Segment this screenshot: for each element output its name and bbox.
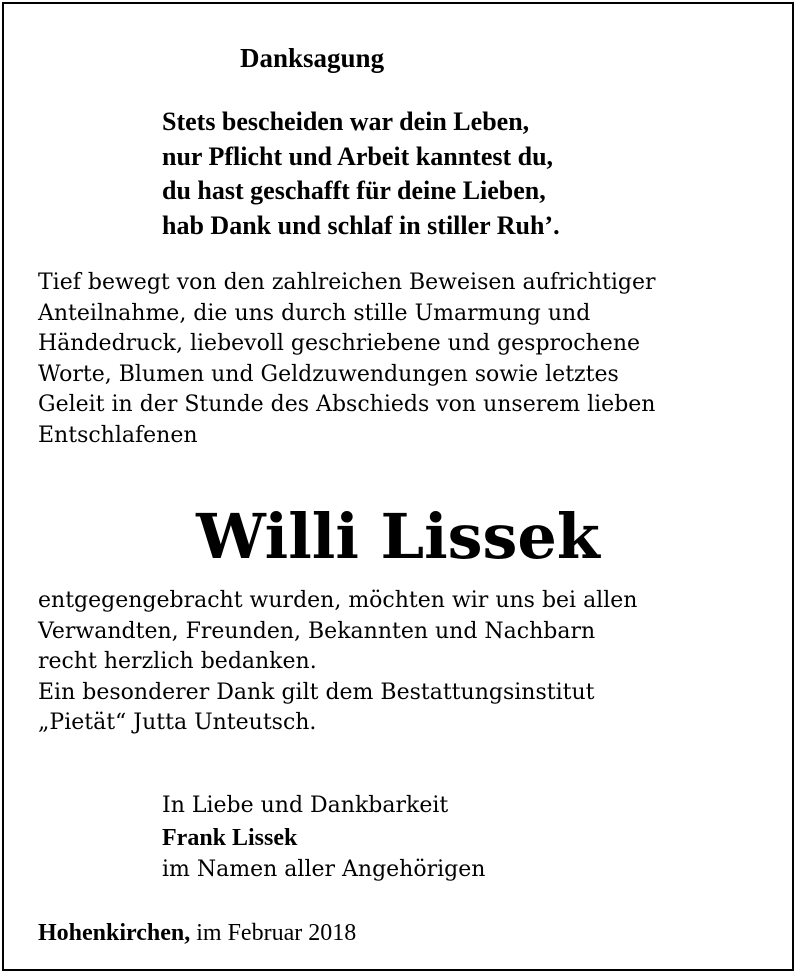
signature-block bbox=[162, 790, 485, 886]
paragraph-line: recht herzlich bedanken. bbox=[38, 649, 317, 674]
poem-line: Stets bescheiden war dein Leben, bbox=[162, 107, 530, 136]
signature-closing: In Liebe und Dankbarkeit bbox=[162, 793, 449, 818]
place-date-line bbox=[38, 917, 356, 951]
paragraph-line: Tief bewegt von den zahlreichen Beweisen aufrichtiger bbox=[38, 270, 656, 295]
thanks-paragraph bbox=[38, 586, 637, 739]
date: im Februar 2018 bbox=[190, 920, 357, 946]
paragraph-line: „Pietät“ Jutta Unteutsch. bbox=[38, 710, 317, 735]
poem-line: nur Pflicht und Arbeit kanntest du, bbox=[162, 141, 554, 171]
notice-heading: Danksagung bbox=[240, 43, 385, 73]
paragraph-line: Händedruck, liebevoll geschriebene und gesprochene bbox=[38, 331, 641, 356]
obituary-notice bbox=[2, 2, 794, 971]
paragraph-line: Entschlafenen bbox=[38, 422, 198, 448]
signature-name: Frank Lissek bbox=[162, 825, 298, 851]
place: Hohenkirchen, bbox=[38, 920, 191, 946]
paragraph-line: Worte, Blumen und Geldzuwendungen sowie letztes bbox=[38, 361, 619, 387]
paragraph-line: Anteilnahme, die uns durch stille Umarmung und bbox=[38, 300, 591, 326]
memorial-poem bbox=[162, 105, 560, 243]
intro-paragraph bbox=[38, 268, 656, 451]
signature-note: im Namen aller Angehörigen bbox=[162, 857, 486, 882]
paragraph-line: Geleit in der Stunde des Abschieds von unserem lieben bbox=[38, 392, 656, 417]
paragraph-line: Verwandten, Freunden, Bekannten und Nachbarn bbox=[38, 618, 596, 644]
paragraph-line: Ein besonderer Dank gilt dem Bestattungsinstitut bbox=[38, 679, 595, 705]
paragraph-line: entgegengebracht wurden, möchten wir uns bei allen bbox=[38, 588, 638, 613]
deceased-name: Willi Lissek bbox=[196, 500, 600, 573]
poem-line: hab Dank und schlaf in stiller Ruh’. bbox=[162, 210, 560, 240]
poem-line: du hast geschafft für deine Lieben, bbox=[162, 176, 546, 205]
